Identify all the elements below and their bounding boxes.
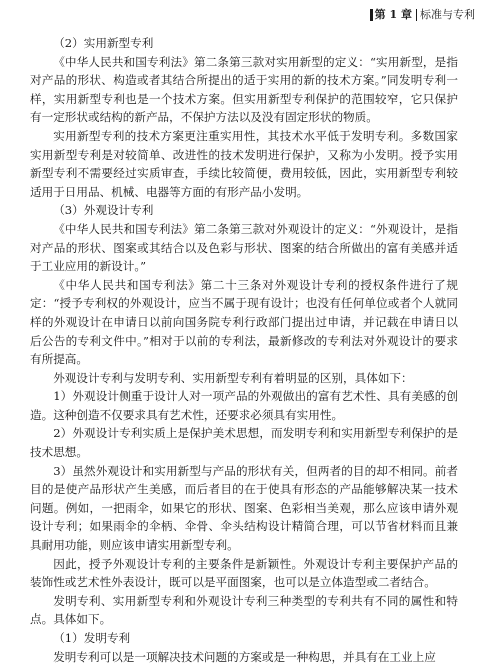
header-chapter-label: 第 1 章 — [374, 8, 412, 21]
header-bar-marker — [370, 9, 373, 21]
list-item: 2）外观设计专利实质上是保护美术思想，而发明专利和实用新型专利保护的是技术思想。 — [30, 426, 458, 460]
list-item: 3）虽然外观设计和实用新型与产品的形状有关，但两者的目的却不相同。前者目的是使产品形状产生美感，而后者目的在于使具有形态的产品能够解决某一技术问题。例如，一把雨伞，如果它的形状、图案、色彩相当美观，那么应该申请外观设计专利；如果雨伞的伞柄、伞骨、伞头结构设计精简合理，可以节省材料而且兼具耐用功能，则应该申请实用新型专利。 — [30, 463, 458, 553]
paragraph: 外观设计专利与发明专利、实用新型专利有着明显的区别，具体如下： — [53, 370, 413, 385]
section-heading-invention: （1）发明专利 — [53, 631, 131, 645]
section-heading-utility-model: （2）实用新型专利 — [53, 36, 154, 50]
paragraph: 《中华人民共和国专利法》第二十三条对外观设计专利的授权条件进行了规定：“授予专利权的外观设计，应当不属于现有设计；也没有任何单位或者个人就同样的外观设计在申请日以前向国务院专利行政部门提出过申请，并记载在申请日以后公告的专利文件中。”相对于以前的专利法，最新修改的专利法对外观设计的要求有所提高。 — [30, 277, 458, 367]
page-body — [30, 34, 458, 666]
paragraph: 《中华人民共和国专利法》第二条第三款对实用新型的定义：“实用新型，是指对产品的形状、构造或者其结合所提出的适于实用的新的技术方案。”同发明专利一样，实用新型专利也是一个技术方案。但实用新型专利保护的范围较窄，它只保护有一定形状或结构的新产品，不保护方法以及没有固定形状的物质。 — [30, 54, 458, 125]
paragraph: 因此，授予外观设计专利的主要条件是新颖性。外观设计专利主要保护产品的装饰性或艺术性外表设计，既可以是平面图案，也可以是立体造型或二者结合。 — [30, 556, 458, 590]
header-separator — [416, 9, 417, 21]
list-item: 1）外观设计侧重于设计人对一项产品的外观做出的富有艺术性、具有美感的创造。这种创造不仅要求具有艺术性，还要求必须具有实用性。 — [30, 389, 458, 422]
paragraph: 实用新型专利的技术方案更注重实用性，其技术水平低于发明专利。多数国家实用新型专利是对较简单、改进性的技术发明进行保护，又称为小发明。授予实用新型专利不需要经过实质审查，手续比较简便，费用较低，因此，实用新型专利较适用于日用品、机械、电器等方面的有形产品小发明。 — [30, 128, 458, 199]
running-header — [370, 8, 475, 22]
paragraph: 发明专利、实用新型专利和外观设计专利三种类型的专利共有不同的属性和特点。具体如下。 — [30, 593, 458, 627]
paragraph: 发明专利可以是一项解决技术问题的方案或是一种构思，并具有在工业上应 — [53, 649, 436, 664]
section-heading-design: （3）外观设计专利 — [53, 203, 154, 218]
paragraph: 《中华人民共和国专利法》第二条第三款对外观设计的定义：“外观设计，是指对产品的形状、图案或其结合以及色彩与形状、图案的结合所做出的富有美感并适于工业应用的新设计。” — [30, 221, 458, 274]
header-chapter-title: 标准与专利 — [420, 8, 475, 21]
